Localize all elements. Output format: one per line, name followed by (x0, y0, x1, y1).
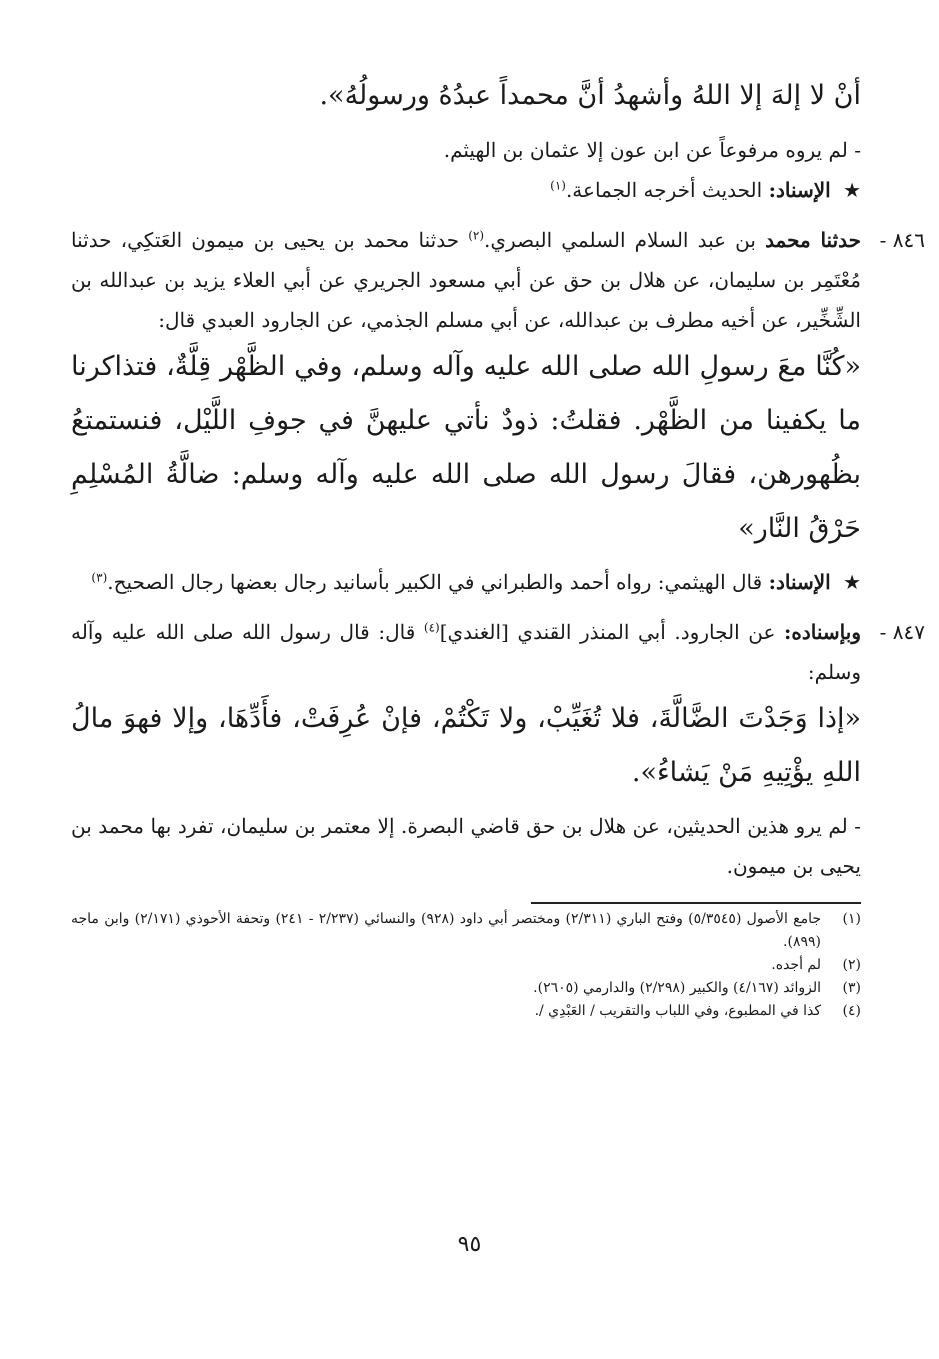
isnad-line (71, 562, 861, 602)
isnad-label: الإسناد: (768, 178, 831, 202)
entry-lead: حدثنا محمد (765, 228, 862, 252)
isnad-label: الإسناد: (768, 570, 831, 594)
chain-text-a: بن عبد السلام السلمي البصري. (484, 228, 756, 252)
footnotes (71, 908, 861, 1023)
chain-of-narration (71, 220, 861, 340)
footnote-number: (٣) (842, 980, 861, 996)
footnote-item (71, 908, 861, 954)
footnote-item (71, 1000, 861, 1023)
chain-text-a: عن الجارود. أبي المنذر القندي [الغندي] (439, 620, 776, 644)
footnote-number: (١) (842, 911, 861, 927)
hadith-continuation: أنْ لا إلهَ إلا اللهُ وأشهدُ أنَّ محمداً عبدُهُ ورسولُهُ». (319, 80, 861, 111)
star-icon: ★ (843, 570, 861, 594)
hadith-text: «إذا وَجَدْتَ الضَّالَّةَ، فلا تُغَيِّبْ، ولا تَكْتُمْ، فإنْ عُرِفَتْ، فأَدِّهَا، وإلا فهوَ مالُ اللهِ يؤْتِيهِ مَنْ يَشاءُ». (71, 703, 861, 788)
narration-note: - لم يروه مرفوعاً عن ابن عون إلا عثمان بن الهيثم. (443, 138, 861, 162)
footnote-text: جامع الأصول (٥/٣٥٤٥) وفتح الباري (٢/٣١١) ومختصر أبي داود (٩٢٨) والنسائي (٢/٢٣٧ - ٢٤١) وتحفة الأحوذي (٢/١٧١) وابن ماجه (٨٩٩). (71, 911, 821, 950)
isnad-line (71, 170, 861, 210)
footnote-ref: (٢) (468, 228, 485, 243)
hadith-entry-846 (71, 220, 925, 602)
footnote-text: كذا في المطبوع، وفي اللباب والتقريب / العَبْدِي /. (534, 1003, 821, 1019)
entry-lead: وبإسناده: (784, 620, 862, 644)
hadith-entry-847 (71, 612, 925, 886)
page-number: ٩٥ (457, 1232, 482, 1257)
footnote-ref: (٤) (423, 620, 440, 635)
chain-text-b: قال: قال رسول الله صلى الله عليه وآله وسلم: (71, 620, 861, 684)
footnote-text: لم أجده. (771, 957, 821, 973)
page-body (71, 68, 925, 1023)
footnote-ref: (٣) (91, 570, 108, 585)
footnote-divider (531, 902, 861, 904)
narration-note: - لم يرو هذين الحديثين، عن هلال بن حق قاضي البصرة. إلا معتمر بن سليمان، تفرد بها محمد بن يحيى بن ميمون. (71, 814, 861, 878)
isnad-text: قال الهيثمي: رواه أحمد والطبراني في الكبير بأسانيد رجال بعضها رجال الصحيح. (107, 570, 763, 594)
hadith-text: «كُنَّا معَ رسولِ الله صلى الله عليه وآله وسلم، وفي الظَّهْر قِلَّةٌ، فتذاكرنا ما يكفينا من الظَّهْر. فقلتُ: ذودٌ نأتي عليهنَّ في جوفِ اللَّيْل، فنستمتعُ بظُهورهن، فقالَ رسول الله صلى الله عليه وآله وسلم: ضالَّةُ المُسْلِمِ حَرْقُ النَّار» (71, 351, 861, 544)
entry-number: ٨٤٦ - (879, 228, 925, 252)
chain-text-b: حدثنا محمد بن يحيى بن ميمون العَتكِي، حدثنا مُعْتَمِر بن سليمان، عن هلال بن حق عن أبي مسعود الجريري عن أبي العلاء يزيد بن عبدالله بن الشِّخِّير، عن أخيه مطرف بن عبدالله، عن أبي مسلم الجذمي، عن الجارود العبدي قال: (71, 228, 861, 332)
isnad-text: الحديث أخرجه الجماعة. (565, 178, 763, 202)
star-icon: ★ (843, 178, 861, 202)
footnote-item (71, 977, 861, 1000)
footnote-number: (٤) (842, 1003, 861, 1019)
footnote-item (71, 954, 861, 977)
entry-number: ٨٤٧ - (879, 620, 925, 644)
chain-of-narration (71, 612, 861, 692)
footnote-text: الزوائد (٤/١٦٧) والكبير (٢/٢٩٨) والدارمي (٢٦٠٥). (533, 980, 821, 996)
footnote-number: (٢) (842, 957, 861, 973)
footnote-ref: (١) (550, 178, 566, 193)
